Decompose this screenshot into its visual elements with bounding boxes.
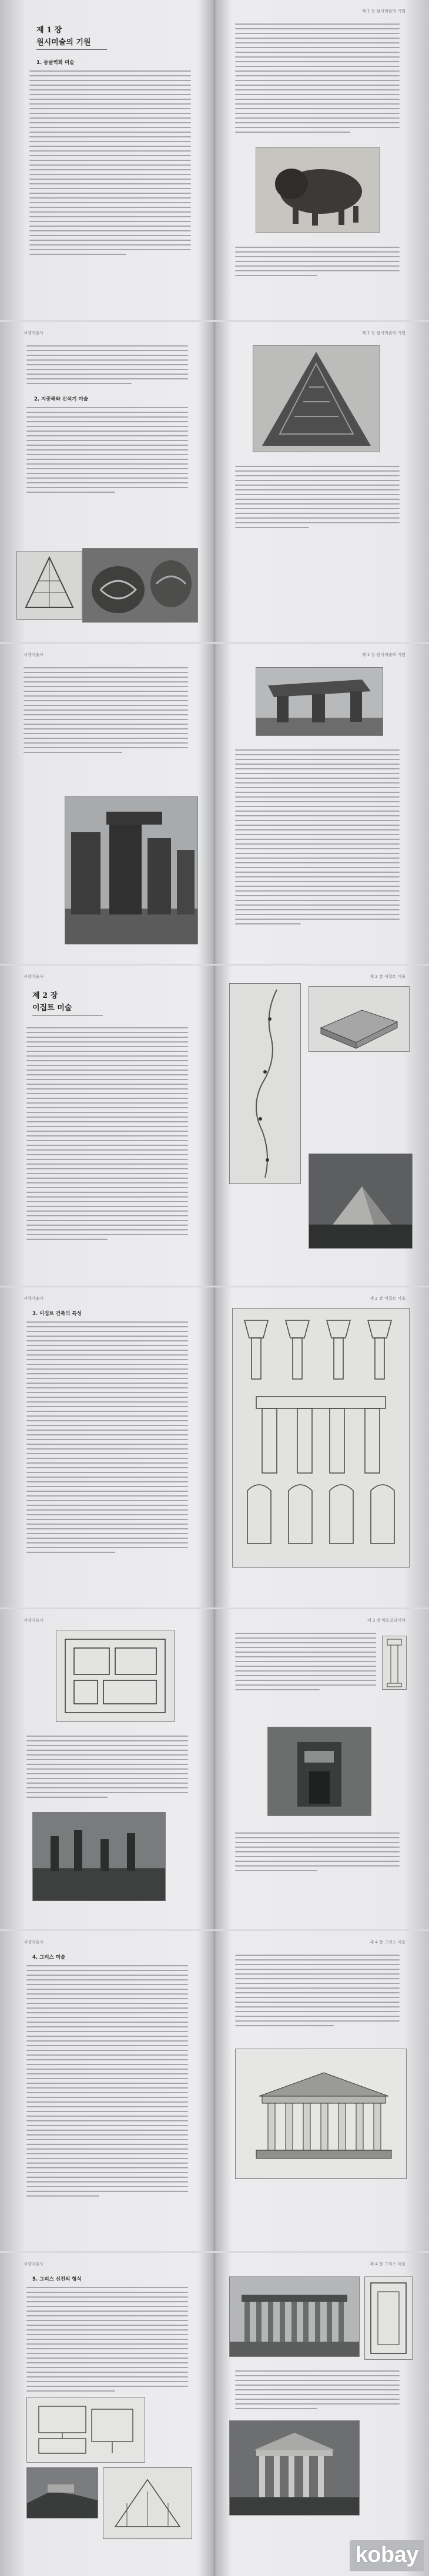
body-text-block [29,70,191,258]
monolith-photo [253,346,380,452]
left-page [0,966,214,1286]
figure-cave-painting-bison [256,147,380,233]
body-text-block [26,1321,188,1556]
running-head: 제 1 장 원시미술의 기원 [361,331,405,335]
book-spread-6 [0,1609,429,1929]
section-heading: 5. 그리스 신전의 형식 [32,2276,82,2282]
body-text-block [235,749,400,928]
running-head: 서양미술사 [24,331,43,335]
chapter-heading [36,23,107,50]
left-page [0,2253,214,2576]
running-head: 제 3 장 메소포타미아 [367,1618,405,1623]
running-head: 서양미술사 [24,974,43,979]
body-text-block [26,2287,188,2395]
right-page [214,644,429,964]
chapter-number: 제 1 장 [36,26,62,35]
figure-acropolis-photo [26,2467,98,2518]
hut-illustration [17,551,82,619]
chapter-title: 이집트 미술 [32,1004,72,1013]
watermark-logo [350,2540,424,2571]
figure-rock-tomb [267,1727,371,1816]
temple-illustration [236,2049,406,2178]
site-plan-illustration [27,2397,145,2462]
running-head: 제 2 장 이집트 미술 [370,1296,405,1301]
figure-stonehenge [65,796,198,944]
cross-section-illustration [103,2468,192,2538]
carved-stone-photo [83,549,197,622]
running-head: 제 4 장 그리스 미술 [370,2262,405,2266]
watermark-text: kobay [355,2543,418,2567]
figure-temple-plan [364,2276,413,2360]
book-spread-3 [0,644,429,964]
figure-site-plan [26,2397,145,2463]
body-text-block [235,247,400,280]
running-head: 제 2 장 이집트 미술 [370,974,405,979]
running-head: 서양미술사 [24,1296,43,1301]
right-page [214,0,429,320]
left-page [0,644,214,964]
right-page [214,966,429,1286]
body-text-block [235,1633,376,1694]
mastaba-illustration [309,987,409,1051]
running-head: 제 1 장 원시미술의 기원 [361,653,405,657]
left-page [0,1931,214,2251]
book-spread-1 [0,0,429,320]
running-head: 서양미술사 [24,1940,43,1945]
figure-cross-section [103,2467,192,2539]
figure-egyptian-columns [232,1308,410,1568]
section-heading: 2. 지중해와 신석기 미술 [34,396,88,402]
right-page [214,1609,429,1929]
left-page [0,0,214,320]
body-text-block [24,667,188,756]
body-text-block [26,1027,188,1243]
dolmen-photo [256,668,383,735]
figure-column-drawing [382,1636,407,1690]
body-text-block [235,23,400,136]
running-head: 서양미술사 [24,2262,43,2266]
right-page [214,2253,429,2576]
figure-temple-reconstruction [235,2049,407,2179]
figure-temple-facade-photo [229,2420,360,2516]
running-head: 서양미술사 [24,653,43,657]
figure-pyramid-photo [309,1154,413,1249]
left-page [0,1609,214,1929]
column-capitals-illustration [233,1309,409,1567]
figure-carved-monolith [253,345,380,452]
left-page [0,1287,214,1608]
book-spread-7 [0,1931,429,2251]
acropolis-photo [27,2468,98,2518]
figure-parthenon-photo [229,2276,360,2357]
running-head: 제 4 장 그리스 미술 [370,1940,405,1945]
figure-nile-map [229,983,301,1184]
section-heading: 4. 그리스 미술 [32,1955,66,1960]
running-head: 서양미술사 [24,1618,43,1623]
body-text-block [26,1965,188,2200]
section-heading: 3. 이집트 건축의 특성 [32,1311,82,1317]
book-spread-4 [0,966,429,1286]
running-head: 제 1 장 원시미술의 기원 [361,9,405,14]
figure-mastaba-drawing [309,986,410,1052]
right-page [214,322,429,642]
figure-carved-stone [82,548,198,623]
body-text-block [26,407,188,496]
body-text-block [235,1832,400,1875]
body-text-block [235,1955,400,2030]
stonehenge-photo [65,797,197,944]
floor-plan-illustration [56,1630,174,1721]
nile-map-illustration [230,984,300,1183]
pyramid-photo [309,1154,412,1248]
book-spread-8 [0,2253,429,2576]
figure-dolmen [256,667,383,736]
chapter-number: 제 2 장 [32,991,58,1000]
rock-tomb-photo [268,1727,371,1815]
body-text-block [235,466,400,532]
parthenon-photo [230,2277,359,2356]
temple-plan-illustration [365,2277,412,2359]
chapter-rule [36,49,107,50]
chapter-title: 원시미술의 기원 [36,38,91,47]
left-page [0,322,214,642]
column-illustration [383,1636,406,1689]
body-text-block [26,345,188,388]
right-page [214,1287,429,1608]
right-page [214,1931,429,2251]
figure-hut-sketch [16,551,82,620]
book-spread-2 [0,322,429,642]
bison-illustration [256,147,380,233]
body-text-block [235,2370,400,2413]
chapter-heading [32,989,103,1015]
figure-palace-floor-plan [56,1630,175,1722]
temple-facade-photo [230,2421,359,2515]
ruins-photo [33,1812,165,1901]
figure-ruins-photo [32,1812,166,1901]
section-heading: 1. 동굴벽화 미술 [36,60,75,66]
body-text-block [26,1736,188,1801]
book-spread-5 [0,1287,429,1608]
